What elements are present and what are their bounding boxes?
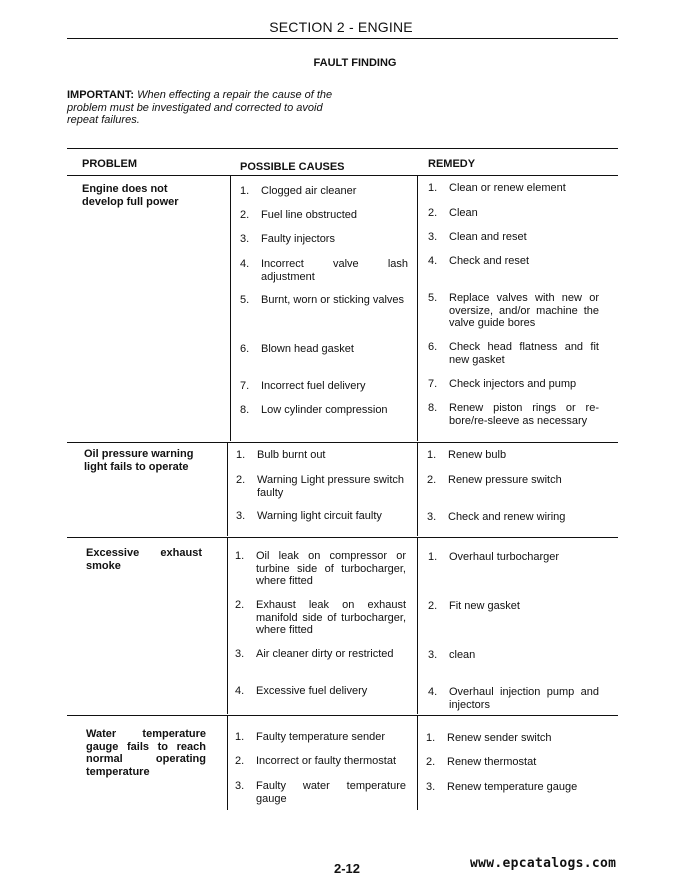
remedy-text: Replace valves with new or oversize, and/or machine the valve guide bores (449, 292, 599, 329)
problem-engine-power: Engine does not develop full power (82, 183, 179, 208)
page-title: FAULT FINDING (313, 57, 397, 69)
important-note (67, 89, 347, 127)
cause-text: Faulty injectors (261, 233, 335, 245)
cause-number: 1. (236, 449, 246, 461)
cause-item (240, 380, 408, 393)
cause-item (240, 343, 408, 356)
remedy-text: Renew sender switch (447, 732, 552, 744)
cause-number: 1. (235, 550, 245, 562)
cause-text: Incorrect valve lash adjustment (261, 258, 408, 283)
cause-text: Faulty temperature sender (256, 731, 386, 743)
remedy-text: Fit new gasket (449, 600, 520, 612)
cause-text: Oil leak on compressor or turbine side of turbocharger, where fitted (256, 550, 406, 587)
cause-number: 1. (235, 731, 245, 743)
cause-item (240, 233, 408, 246)
remedy-number: 3. (427, 511, 437, 523)
important-text: When effecting a repair the cause of the problem must be investigated and corrected to avoid repeat failures. (67, 89, 333, 126)
remedy-item (428, 231, 599, 244)
cause-text: Fuel line obstructed (261, 209, 357, 221)
remedy-number: 1. (428, 182, 438, 194)
cause-item (240, 294, 410, 307)
cause-text: Exhaust leak on exhaust manifold side of turbocharger, where fitted (256, 599, 406, 636)
cause-number: 2. (236, 474, 246, 486)
cause-item (235, 599, 406, 637)
remedy-item (428, 378, 599, 391)
column-header-causes: POSSIBLE CAUSES (240, 161, 345, 173)
cause-item (235, 550, 406, 588)
cause-number: 4. (240, 258, 250, 270)
remedy-number: 5. (428, 292, 438, 304)
column-header-remedy: REMEDY (428, 158, 476, 170)
cause-text: Bulb burnt out (257, 449, 326, 461)
cause-text: Clogged air cleaner (261, 185, 357, 197)
remedy-item (428, 255, 599, 268)
cause-text: Warning Light pressure switch faulty (257, 474, 404, 499)
row-divider (67, 442, 618, 443)
remedy-text: Clean and reset (449, 231, 527, 243)
remedy-number: 3. (428, 649, 438, 661)
column-divider (417, 537, 418, 714)
cause-item (236, 449, 404, 462)
column-header-problem: PROBLEM (82, 158, 137, 170)
remedy-number: 2. (427, 474, 437, 486)
remedy-number: 2. (428, 207, 438, 219)
cause-text: Excessive fuel delivery (256, 685, 368, 697)
remedy-item (428, 686, 599, 711)
row-divider (67, 537, 618, 538)
cause-item (240, 404, 410, 417)
column-divider (230, 175, 231, 441)
cause-item (235, 755, 406, 768)
cause-text: Faulty water temperature gauge (256, 780, 406, 805)
remedy-item (428, 292, 599, 330)
cause-number: 1. (240, 185, 250, 197)
cause-text: Air cleaner dirty or restricted (256, 648, 394, 660)
cause-number: 2. (240, 209, 250, 221)
remedy-number: 4. (428, 686, 438, 698)
remedy-number: 1. (426, 732, 436, 744)
remedy-text: Check injectors and pump (449, 378, 577, 390)
column-divider (227, 715, 228, 810)
cause-number: 3. (236, 510, 246, 522)
remedy-item (427, 511, 599, 524)
remedy-text: Renew piston rings or re-bore/re-sleeve as necessary (449, 402, 599, 427)
remedy-text: Renew temperature gauge (447, 781, 578, 793)
cause-text: Warning light circuit faulty (257, 510, 382, 522)
remedy-number: 3. (428, 231, 438, 243)
remedy-item (426, 756, 598, 769)
remedy-item (427, 449, 599, 462)
column-divider (417, 175, 418, 441)
table-header-rule (67, 175, 618, 176)
remedy-number: 7. (428, 378, 438, 390)
cause-number: 6. (240, 343, 250, 355)
cause-text: Incorrect or faulty thermostat (256, 755, 396, 767)
cause-number: 3. (235, 780, 245, 792)
important-label: IMPORTANT: (67, 89, 135, 101)
cause-item (235, 780, 406, 805)
remedy-number: 2. (428, 600, 438, 612)
remedy-item (428, 551, 599, 564)
column-divider (227, 442, 228, 536)
remedy-text: clean (449, 649, 476, 661)
cause-number: 2. (235, 599, 245, 611)
remedy-number: 3. (426, 781, 436, 793)
remedy-text: Overhaul injection pump and injectors (449, 686, 599, 711)
remedy-item (427, 474, 599, 487)
cause-item (235, 731, 406, 744)
remedy-item (428, 600, 599, 613)
cause-item (236, 474, 404, 499)
remedy-number: 4. (428, 255, 438, 267)
column-divider (417, 715, 418, 810)
remedy-number: 1. (427, 449, 437, 461)
cause-number: 2. (235, 755, 245, 767)
cause-text: Blown head gasket (261, 343, 354, 355)
remedy-text: Check head flatness and fit new gasket (449, 341, 599, 366)
remedy-item (426, 781, 598, 794)
table-top-rule (67, 148, 618, 149)
page-number: 2-12 (334, 861, 361, 876)
cause-number: 3. (240, 233, 250, 245)
remedy-item (428, 402, 599, 427)
remedy-text: Check and renew wiring (448, 511, 566, 523)
watermark-url: www.epcatalogs.com (470, 856, 617, 871)
remedy-number: 1. (428, 551, 438, 563)
cause-item (236, 510, 404, 523)
remedy-text: Check and reset (449, 255, 530, 267)
cause-item (235, 685, 406, 698)
cause-text: Low cylinder compression (261, 404, 388, 416)
remedy-text: Renew thermostat (447, 756, 537, 768)
cause-number: 4. (235, 685, 245, 697)
remedy-text: Renew bulb (448, 449, 507, 461)
remedy-text: Overhaul turbocharger (449, 551, 560, 563)
remedy-number: 2. (426, 756, 436, 768)
column-divider (227, 537, 228, 714)
problem-oil-pressure: Oil pressure warning light fails to operate (84, 448, 194, 473)
cause-item (240, 258, 408, 283)
cause-text: Burnt, worn or sticking valves (261, 294, 405, 306)
remedy-text: Clean or renew element (449, 182, 566, 194)
cause-number: 5. (240, 294, 250, 306)
problem-exhaust-smoke: Excessive exhaust smoke (86, 547, 202, 572)
remedy-item (428, 341, 599, 366)
cause-item (235, 648, 406, 661)
section-header: SECTION 2 - ENGINE (269, 19, 413, 35)
row-divider (67, 715, 618, 716)
remedy-item (426, 732, 598, 745)
cause-number: 8. (240, 404, 250, 416)
column-divider (417, 442, 418, 536)
remedy-number: 6. (428, 341, 438, 353)
remedy-text: Clean (449, 207, 478, 219)
remedy-number: 8. (428, 402, 438, 414)
remedy-item (428, 649, 599, 662)
cause-text: Incorrect fuel delivery (261, 380, 366, 392)
cause-number: 3. (235, 648, 245, 660)
header-rule (67, 38, 618, 39)
remedy-text: Renew pressure switch (448, 474, 562, 486)
cause-item (240, 185, 408, 198)
remedy-item (428, 182, 599, 195)
remedy-item (428, 207, 599, 220)
problem-water-temperature: Water temperature gauge fails to reach normal operating temperature (86, 728, 206, 778)
cause-number: 7. (240, 380, 250, 392)
cause-item (240, 209, 408, 222)
